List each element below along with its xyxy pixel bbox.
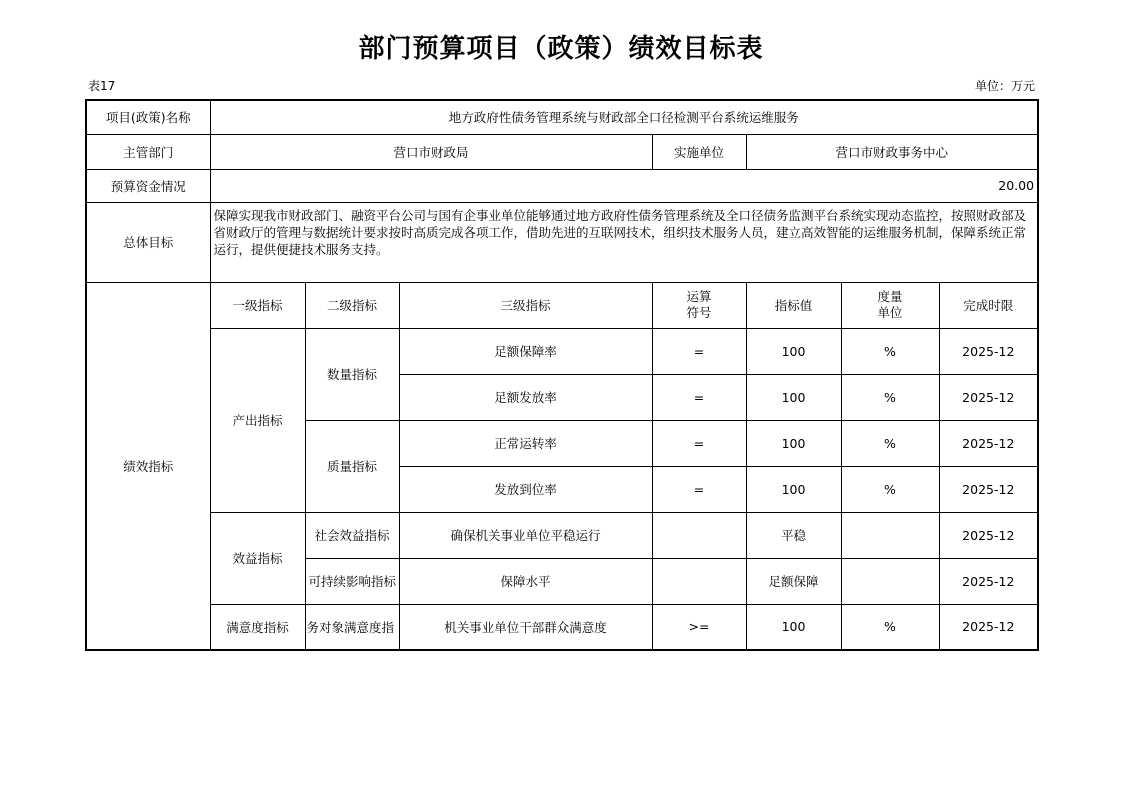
row-op xyxy=(652,512,746,558)
table-number: 表17 xyxy=(88,79,116,93)
budget-label: 预算资金情况 xyxy=(86,169,210,202)
row-deadline: 2025-12 xyxy=(939,558,1038,604)
row-deadline: 2025-12 xyxy=(939,512,1038,558)
header-unit: 度量 单位 xyxy=(841,282,939,328)
row-l2: 社会效益指标 xyxy=(305,512,399,558)
row-unit: % xyxy=(841,328,939,374)
row-val: 平稳 xyxy=(746,512,841,558)
row-l3: 正常运转率 xyxy=(399,420,652,466)
row-l2: 务对象满意度指 xyxy=(305,604,399,650)
perf-label: 绩效指标 xyxy=(86,282,210,650)
row-val: 100 xyxy=(746,328,841,374)
table-row xyxy=(86,604,1038,650)
performance-table xyxy=(85,99,1039,651)
department-value: 营口市财政局 xyxy=(210,134,652,169)
project-value: 地方政府性债务管理系统与财政部全口径检测平台系统运维服务 xyxy=(210,100,1038,134)
row-op: = xyxy=(652,374,746,420)
header-deadline: 完成时限 xyxy=(939,282,1038,328)
row-unit: % xyxy=(841,466,939,512)
row-l3: 保障水平 xyxy=(399,558,652,604)
row-unit: % xyxy=(841,604,939,650)
header-val: 指标值 xyxy=(746,282,841,328)
row-val: 100 xyxy=(746,604,841,650)
row-op: = xyxy=(652,466,746,512)
row-l3: 发放到位率 xyxy=(399,466,652,512)
row-op: = xyxy=(652,420,746,466)
row-deadline: 2025-12 xyxy=(939,466,1038,512)
header-l2: 二级指标 xyxy=(305,282,399,328)
row-val: 100 xyxy=(746,420,841,466)
row-val: 100 xyxy=(746,466,841,512)
goal-value: 保障实现我市财政部门、融资平台公司与国有企事业单位能够通过地方政府性债务管理系统及全口径债务监测平台系统实现动态监控，按照财政部及省财政厅的管理与数据统计要求按时高质完成各项工作，借助先进的互联网技术，组织技术服务人员，建立高效智能的运维服务机制，保障系统正常运行，提供便捷技术服务支持。 xyxy=(210,202,1038,282)
row-deadline: 2025-12 xyxy=(939,604,1038,650)
goal-label: 总体目标 xyxy=(86,202,210,282)
header-l1: 一级指标 xyxy=(210,282,305,328)
row-l3: 足额发放率 xyxy=(399,374,652,420)
page-title: 部门预算项目（政策）绩效目标表 xyxy=(358,34,764,64)
budget-value: 20.00 xyxy=(210,169,1038,202)
project-row xyxy=(86,100,1038,134)
row-l2: 可持续影响指标 xyxy=(305,558,399,604)
row-l3: 足额保障率 xyxy=(399,328,652,374)
header-l3: 三级指标 xyxy=(399,282,652,328)
unit-label: 单位：万元 xyxy=(974,79,1035,93)
budget-row xyxy=(86,169,1038,202)
department-row xyxy=(86,134,1038,169)
row-deadline: 2025-12 xyxy=(939,420,1038,466)
row-deadline: 2025-12 xyxy=(939,374,1038,420)
impl-label: 实施单位 xyxy=(652,134,746,169)
row-unit: % xyxy=(841,374,939,420)
row-op xyxy=(652,558,746,604)
row-l3: 机关事业单位干部群众满意度 xyxy=(399,604,652,650)
row-op: >= xyxy=(652,604,746,650)
row-unit xyxy=(841,512,939,558)
header-op: 运算 符号 xyxy=(652,282,746,328)
impl-value: 营口市财政事务中心 xyxy=(746,134,1038,169)
group-quality: 质量指标 xyxy=(305,420,399,512)
group-output: 产出指标 xyxy=(210,328,305,512)
row-op: = xyxy=(652,328,746,374)
table-row xyxy=(86,512,1038,558)
row-l3: 确保机关事业单位平稳运行 xyxy=(399,512,652,558)
row-val: 足额保障 xyxy=(746,558,841,604)
goal-row xyxy=(86,202,1038,282)
header-row xyxy=(86,282,1038,328)
table-row xyxy=(86,328,1038,374)
row-unit xyxy=(841,558,939,604)
row-unit: % xyxy=(841,420,939,466)
project-label: 项目(政策)名称 xyxy=(86,100,210,134)
row-deadline: 2025-12 xyxy=(939,328,1038,374)
group-satisfaction: 满意度指标 xyxy=(210,604,305,650)
group-benefit: 效益指标 xyxy=(210,512,305,604)
row-val: 100 xyxy=(746,374,841,420)
group-quantity: 数量指标 xyxy=(305,328,399,420)
department-label: 主管部门 xyxy=(86,134,210,169)
